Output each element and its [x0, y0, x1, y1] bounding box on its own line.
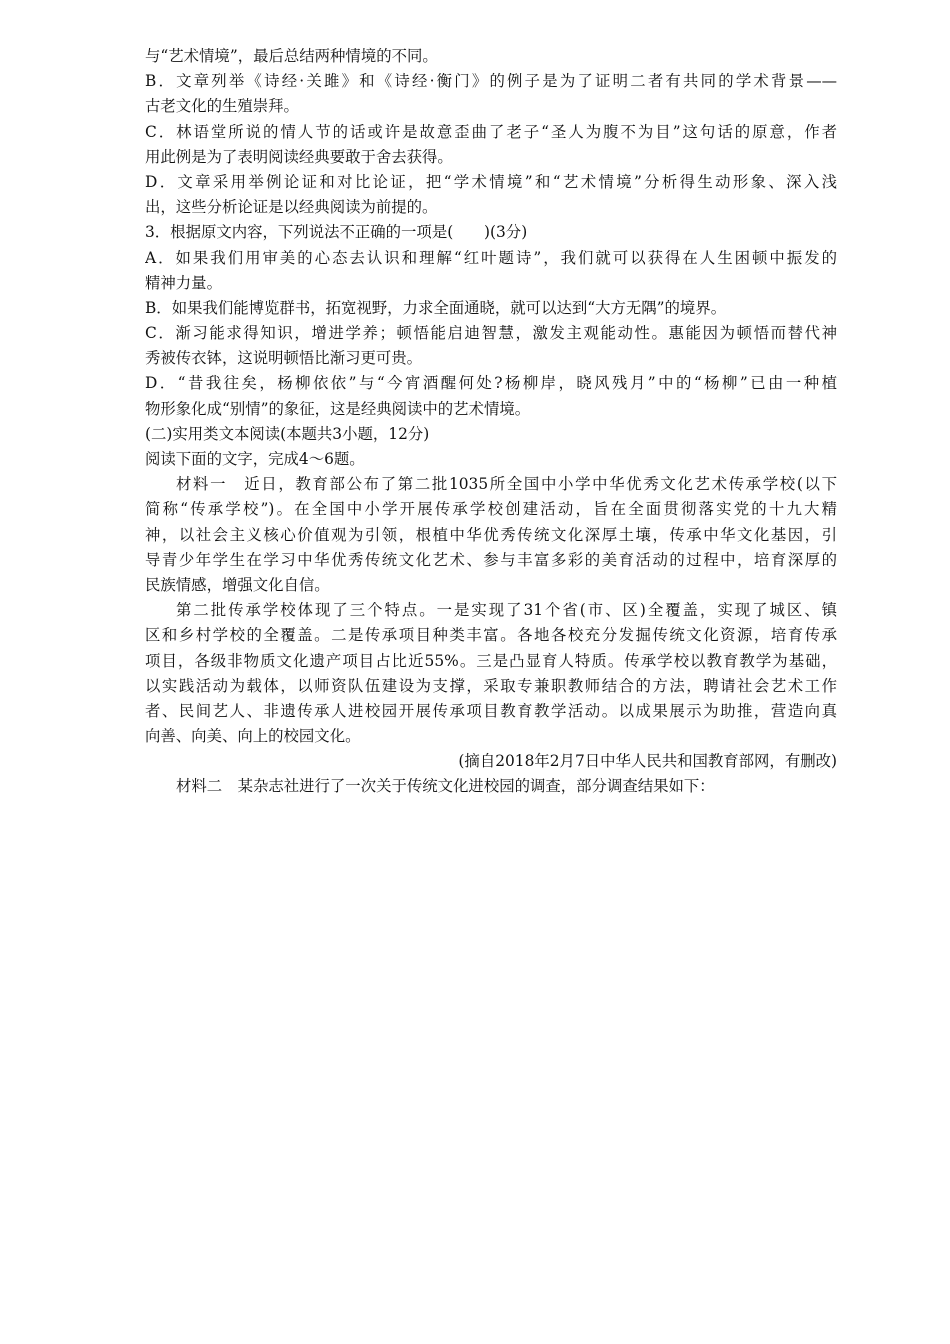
material-1-line1: 材料一 近日，教育部公布了第二批1035所全国中小学中华优秀文化艺术传承学校(以下: [176, 475, 837, 494]
prev-option-c-line2: 用此例是为了表明阅读经典要敢于舍去获得。: [145, 147, 453, 166]
prev-option-d-line2: 出，这些分析论证是以经典阅读为前提的。: [145, 198, 438, 217]
section-2-heading: (二)实用类文本阅读(本题共3小题，12分): [145, 424, 430, 443]
material-1-line5: 民族情感，增强文化自信。: [145, 575, 330, 594]
prev-option-b-line1: B．文章列举《诗经·关雎》和《诗经·衡门》的例子是为了证明二者有共同的学术背景——: [145, 72, 837, 91]
prev-option-c-line1: C．林语堂所说的情人节的话或许是故意歪曲了老子“圣人为腹不为目”这句话的原意，作者: [145, 122, 837, 141]
prev-option-continuation: 与“艺术情境”，最后总结两种情境的不同。: [145, 47, 438, 65]
q3-option-c-line1: C．渐习能求得知识，增进学养；顿悟能启迪智慧，激发主观能动性。惠能因为顿悟而替代神: [145, 324, 837, 343]
q3-option-d-line1: D．“昔我往矣，杨柳依依”与“今宵酒醒何处?杨柳岸，晓风残月”中的“杨柳”已由一种植: [145, 374, 837, 393]
material-1-para2-line5: 者、民间艺人、非遗传承人进校园开展传承项目教育教学活动。以成果展示为助推，营造向真: [145, 701, 837, 720]
question-3-stem: 3．根据原文内容，下列说法不正确的一项是( )(3分): [145, 223, 528, 242]
material-1-line3: 神，以社会主义核心价值观为引领，根植中华优秀传统文化深厚土壤，传承中华文化基因，引: [145, 525, 837, 544]
material-2-intro: 材料二 某杂志社进行了一次关于传统文化进校园的调查，部分调查结果如下：: [176, 777, 715, 796]
material-1-para2-line3: 项目，各级非物质文化遗产项目占比近55%。三是凸显育人特质。传承学校以教育教学为基础，: [145, 651, 837, 670]
prev-option-d-line1: D．文章采用举例论证和对比论证，把“学术情境”和“艺术情境”分析得生动形象、深入浅: [145, 172, 837, 191]
q3-option-c-line2: 秀被传衣钵，这说明顿悟比渐习更可贵。: [145, 349, 423, 368]
material-1-para2-line6: 向善、向美、向上的校园文化。: [145, 727, 361, 746]
material-1-line2: 简称“传承学校”)。在全国中小学开展传承学校创建活动，旨在全面贯彻落实党的十九大精: [145, 500, 837, 519]
section-2-instruction: 阅读下面的文字，完成4～6题。: [145, 450, 365, 468]
document-page: [145, 44, 837, 800]
q3-option-a-line1: A．如果我们用审美的心态去认识和理解“红叶题诗”，我们就可以获得在人生困顿中振发的: [145, 248, 837, 267]
q3-option-d-line2: 物形象化成“别情”的象征，这是经典阅读中的艺术情境。: [145, 399, 531, 418]
source-citation: (摘自2018年2月7日中华人民共和国教育部网，有删改): [458, 752, 837, 771]
material-1-para2-line2: 区和乡村学校的全覆盖。二是传承项目种类丰富。各地各校充分发掘传统文化资源，培育传承: [145, 626, 837, 645]
q3-option-b: B．如果我们能博览群书，拓宽视野，力求全面通晓，就可以达到“大方无隅”的境界。: [145, 298, 727, 317]
material-1-line4: 导青少年学生在学习中华优秀传统文化艺术、参与丰富多彩的美育活动的过程中，培育深厚的: [145, 550, 837, 569]
q3-option-a-line2: 精神力量。: [145, 273, 222, 292]
prev-option-b-line2: 古老文化的生殖崇拜。: [145, 97, 299, 116]
material-1-para2-line4: 以实践活动为载体，以师资队伍建设为支撑，采取专兼职教师结合的方法，聘请社会艺术工作: [145, 676, 837, 695]
material-1-para2-line1: 第二批传承学校体现了三个特点。一是实现了31个省(市、区)全覆盖，实现了城区、镇: [176, 601, 837, 620]
